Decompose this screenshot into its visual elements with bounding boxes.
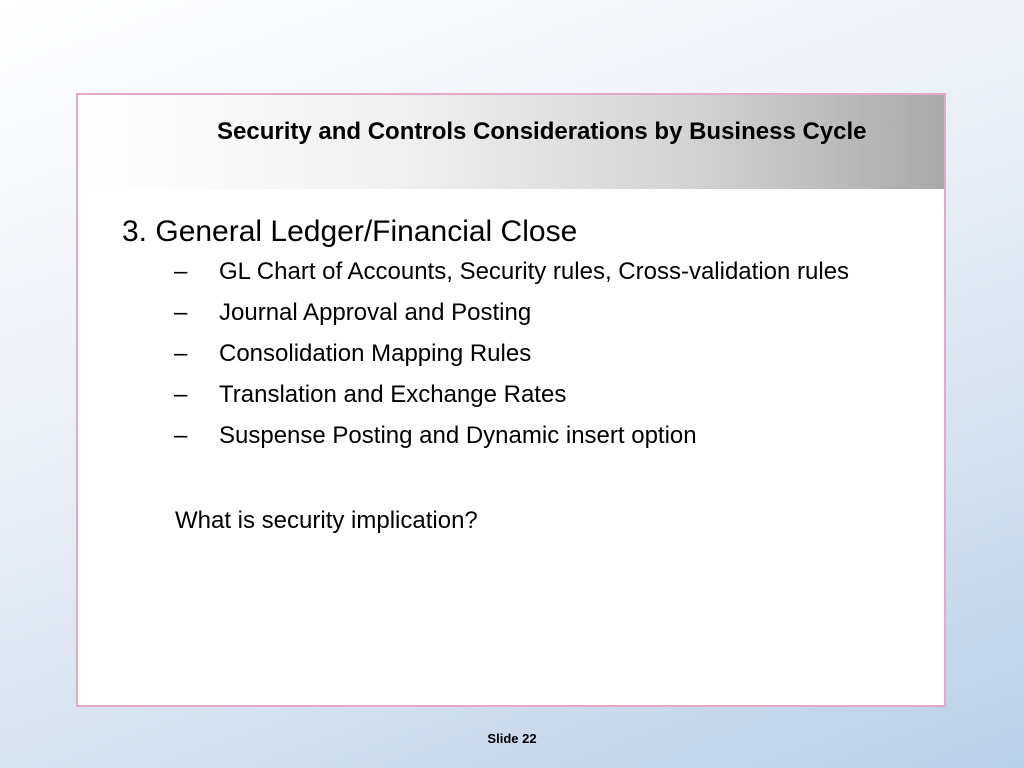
question-text: What is security implication? [175, 507, 478, 534]
bullet-dash: – [174, 258, 188, 285]
title-bar [78, 95, 944, 189]
list-item [122, 296, 914, 329]
bullet-dash: – [174, 422, 188, 449]
bullet-list [122, 255, 914, 452]
list-item [122, 419, 914, 452]
bullet-text: Consolidation Mapping Rules [219, 340, 532, 367]
list-item [122, 337, 914, 370]
slide-frame [76, 93, 946, 707]
bullet-text: GL Chart of Accounts, Security rules, Cross-validation rules [219, 258, 850, 285]
bullet-text: Journal Approval and Posting [219, 299, 532, 326]
bullet-text: Translation and Exchange Rates [219, 381, 567, 408]
section-heading: 3. General Ledger/Financial Close [122, 215, 578, 248]
list-item [122, 255, 914, 288]
slide-title: Security and Controls Considerations by Business Cycle [217, 118, 867, 145]
slide-content [122, 213, 914, 537]
list-item [122, 378, 914, 411]
bullet-text: Suspense Posting and Dynamic insert option [219, 422, 697, 449]
bullet-dash: – [174, 340, 188, 367]
slide-number: Slide 22 [487, 731, 537, 746]
bullet-dash: – [174, 299, 188, 326]
bullet-dash: – [174, 381, 188, 408]
